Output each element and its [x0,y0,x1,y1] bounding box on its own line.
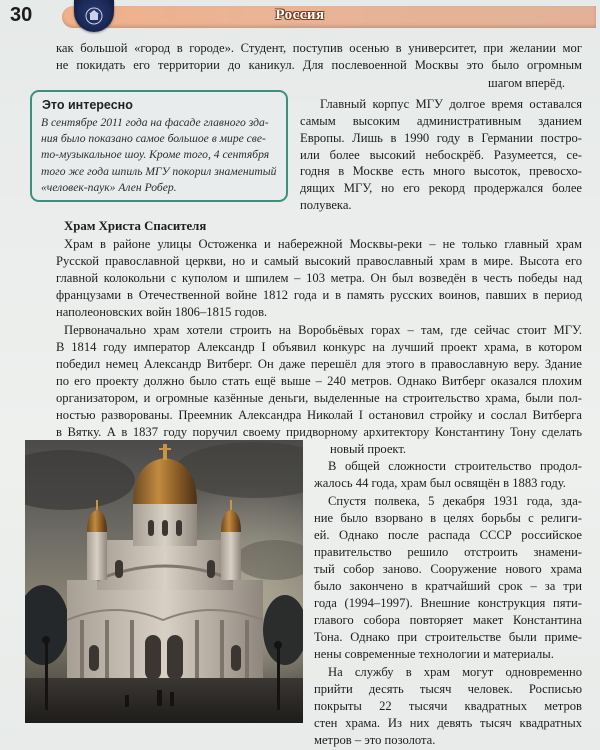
paragraph-line: организатором, и огромные казённые деньги, выделенные на строительство храма, были пол- [56,391,582,405]
paragraph-line: Русской православной церкви, но и самый высокий православный храм в мире. Высота его [56,254,582,268]
right-column-line: Европы. Лишь в 1990 году в Германии постро- [300,131,582,145]
interesting-fact-box [30,90,288,202]
right-column-line: полувека. [300,198,352,212]
cathedral-photo [25,440,303,723]
right-lower-line: года (1994–1997). Внешние конструкция пяти- [314,596,582,610]
right-lower-line: нены современные технологии и материалы. [314,647,554,661]
infobox-line: В сентябре 2011 года на фасаде главного зда- [41,116,269,129]
infobox-line: то-музыкальное шоу. Кроме того, 4 сентября [41,148,270,162]
infobox-line: того же года шпиль МГУ покорил знаменитый [41,164,277,178]
section-title-header: Россия [275,7,325,23]
infobox-line: ния было показано самое большое в мире све- [41,132,266,146]
right-column-line: самым высоким административным зданием [300,114,582,128]
right-column-line: Главный корпус МГУ долгое время оставался [320,97,582,111]
right-column-line: дящих МГУ, но его рекорд продержался более [300,181,582,195]
infobox-body [41,115,279,196]
right-column-line: годня в Москве есть много высоток, превосхо- [300,164,582,178]
paragraph-line: ностью разворованы. Преемник Александра Николай I остановил стройку и сослал Витберга [56,408,582,422]
right-lower-line: метров – это позолота. [314,733,436,747]
right-lower-line: ние было взорвано в целях борьбы с религи- [314,511,582,525]
paragraph-line: по его проекту должно было стать ещё выше – 240 метров. Однако Витберг оказался плохим [56,374,582,388]
intro-line: как большой «город в городе». Студент, поступив осенью в университет, при желании мог [56,41,582,55]
paragraph-line: новый проект. [330,442,407,456]
intro-line: шагом вперёд. [488,76,566,90]
paragraph-line: главной колокольни с куполом и шпилем – 103 метра. Он был возведён в честь победы над [56,271,582,285]
intro-line: не покидать его территории до каникул. Для послевоенной Москвы это было огромным [56,58,582,72]
right-lower-line: тый собор заново. Сооружение нового храма [314,562,582,576]
paragraph-line: Первоначально храм хотели строить на Воробьёвых горах – там, где сейчас стоит МГУ. [64,323,582,337]
right-lower-line: стен храма. Из них девять тысяч квадратных [314,716,582,730]
right-column-line: или более высокий небоскрёб. Разумеется, се- [300,148,582,162]
right-lower-line: Тона. Однако при строительстве были приме- [314,630,582,644]
page-header [0,0,600,32]
paragraph-line: Храм в районе улицы Остоженка и набережной Москвы-реки – не только главный храм [64,237,582,251]
paragraph-line: В 1814 году император Александр I объявил конкурс на лучший проект храма, в котором [56,340,582,354]
right-lower-line: было закончено в кратчайший срок – за три [314,579,582,593]
right-lower-line: прийти десять тысяч человек. Росписью [314,682,582,696]
right-lower-line: жалось 44 года, храм был освящён в 1883 году. [314,476,566,490]
paragraph-line: наполеоновских войн 1806–1815 годов. [56,305,268,319]
right-lower-line: правительство решило отстроить знамени- [314,545,582,559]
right-lower-line: В общей сложности строительство продол- [328,459,582,473]
right-lower-line: На службу в храм могут одновременно [328,665,582,679]
page-number: 30 [10,4,33,26]
paragraph-line: французами в Отечественной войне 1812 года и в память русских воинов, павших в период [56,288,582,302]
paragraph-line: в Вятку. А в 1837 году поручил своему придворному архитектору Константину Тону сделать [56,425,582,439]
section-heading: Храм Христа Спасителя [64,219,207,233]
paragraph-line: победил немец Александр Витберг. Он даже перешёл для этого в православную веру. Здание [56,357,582,371]
right-lower-line: главого собора повторяет макет Константина [314,613,582,627]
infobox-title: Это интересно [42,98,133,112]
infobox-line: «человек-паук» Ален Робер. [41,180,177,194]
right-lower-line: Спустя полвека, 5 декабря 1931 года, зда- [328,494,582,508]
right-lower-line: ей. Однако после распада СССР российское [314,528,582,542]
right-lower-line: покрыты 22 тысячи квадратных метров [314,699,582,713]
